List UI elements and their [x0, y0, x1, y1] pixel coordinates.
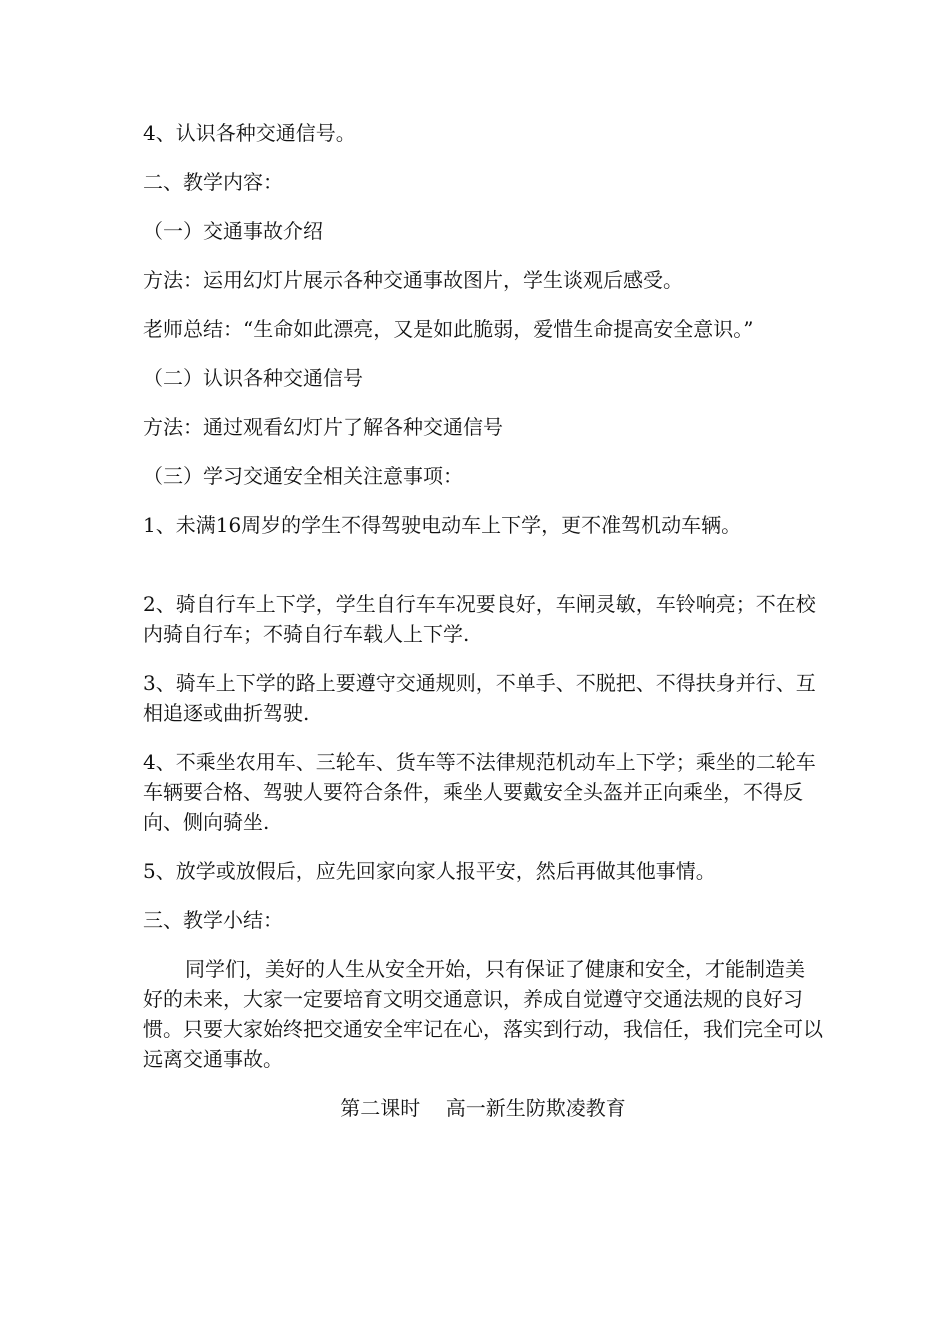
- heading-teaching-content: 二、教学内容：: [143, 170, 283, 194]
- summary-paragraph: 同学们，美好的人生从安全开始，只有保证了健康和安全，才能制造美好的未来，大家一定要培育文明交通意识，养成自觉遵守交通法规的良好习惯。只要大家始终把交通安全牢记在心，落实到行动，我信任，我们完全可以远离交通事故。: [143, 957, 823, 1071]
- safety-rule-5: 5、放学或放假后，应先回家向家人报平安，然后再做其他事情。: [143, 859, 716, 883]
- method-slides-signals: 方法：通过观看幻灯片了解各种交通信号: [143, 415, 503, 439]
- blank-line: [143, 559, 823, 589]
- teacher-summary: 老师总结：“生命如此漂亮，又是如此脆弱，爱惜生命提高安全意识。”: [143, 317, 754, 341]
- safety-rule-3: 3、骑车上下学的路上要遵守交通规则，不单手、不脱把、不得扶身并行、互相追逐或曲折驾驶.: [143, 671, 816, 725]
- subheading-traffic-accidents: （一）交通事故介绍: [143, 219, 323, 243]
- objective-item-4: 4、认识各种交通信号。: [143, 121, 356, 145]
- subheading-traffic-signals: （二）认识各种交通信号: [143, 366, 363, 390]
- safety-rule-2: 2、骑自行车上下学，学生自行车车况要良好，车闸灵敏，车铃响亮；不在校内骑自行车；不骑自行车载人上下学.: [143, 592, 816, 646]
- section-title: [143, 1093, 823, 1123]
- safety-rule-4: 4、不乘坐农用车、三轮车、货车等不法律规范机动车上下学；乘坐的二轮车车辆要合格、驾驶人要符合条件，乘坐人要戴安全头盔并正向乘坐，不得反向、侧向骑坐.: [143, 750, 816, 834]
- subheading-safety-notes: （三）学习交通安全相关注意事项：: [143, 464, 463, 488]
- heading-teaching-summary: 三、教学小结：: [143, 908, 283, 932]
- method-slides-accidents: 方法：运用幻灯片展示各种交通事故图片，学生谈观后感受。: [143, 268, 683, 292]
- section-title-text: 第二课时 高一新生防欺凌教育: [340, 1096, 626, 1120]
- safety-rule-1: 1、未满16周岁的学生不得驾驶电动车上下学，更不准驾机动车辆。: [143, 513, 742, 537]
- document-page: [143, 118, 823, 1123]
